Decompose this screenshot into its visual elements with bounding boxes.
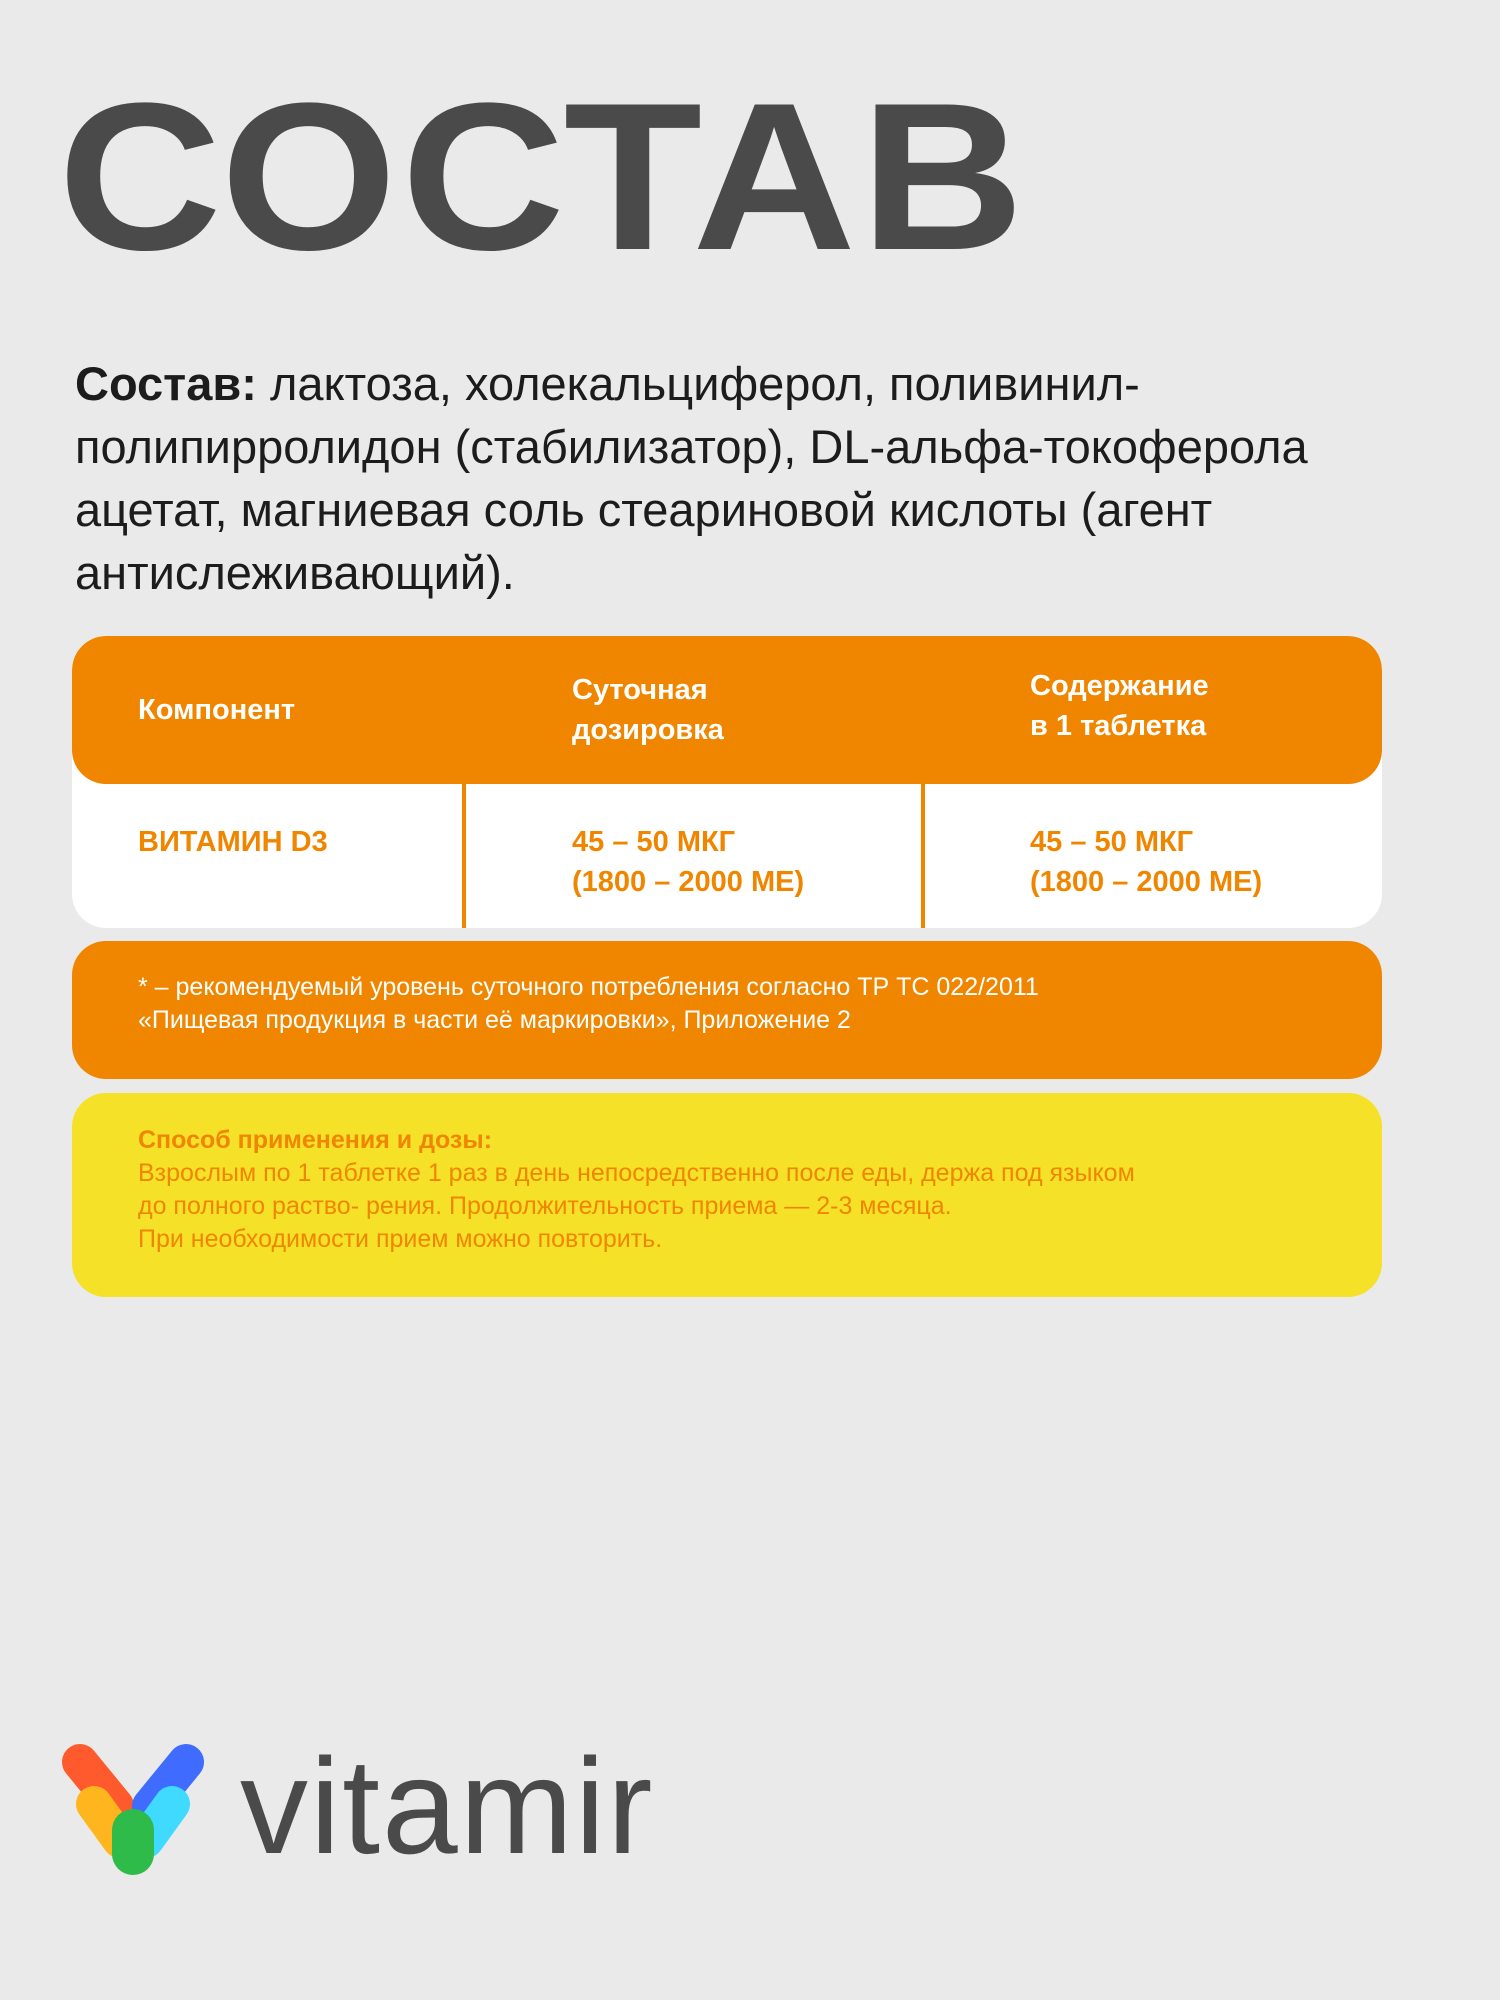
header-content: Содержание в 1 таблетка xyxy=(1030,670,1209,742)
row-daily-dose: 45 – 50 МКГ (1800 – 2000 МЕ) xyxy=(572,826,805,898)
composition-label: Состав: xyxy=(75,357,257,410)
dosage-table xyxy=(72,636,1382,928)
footnote-text: * – рекомендуемый уровень суточного потребления согласно ТР ТС 022/2011 «Пищевая продукция в части её маркировки», Приложение 2 xyxy=(138,973,1039,1034)
composition-line-2: полипирролидон (стабилизатор), DL-альфа-токоферола xyxy=(75,420,1308,473)
composition-text xyxy=(75,352,1475,604)
header-component: Компонент xyxy=(138,694,296,726)
usage-box xyxy=(72,1093,1382,1297)
usage-text: Способ применения и дозы: Взрослым по 1 таблетке 1 раз в день непосредственно после еды, держа под языком до полного раство- рения. Продолжительность приема — 2-3 месяца. При необходимости прием можно повторить. xyxy=(138,1126,1135,1253)
row-content: 45 – 50 МКГ (1800 – 2000 МЕ) xyxy=(1030,826,1263,898)
table-header xyxy=(72,636,1382,784)
brand-name: vitamir xyxy=(240,1730,655,1882)
composition-line-4: антислеживающий). xyxy=(75,546,515,599)
footnote-box xyxy=(72,941,1382,1079)
page-title: СОСТАВ xyxy=(58,59,1029,294)
column-divider xyxy=(462,636,466,928)
column-divider xyxy=(921,636,925,928)
vitamir-logo-icon xyxy=(58,1740,208,1880)
composition-line-1: Состав: лактоза, холекальциферол, поливинил- xyxy=(75,357,1140,410)
composition-line-3: ацетат, магниевая соль стеариновой кислоты (агент xyxy=(75,483,1213,536)
usage-heading: Способ применения и дозы: xyxy=(138,1126,493,1154)
header-daily-dose: Суточная дозировка xyxy=(572,674,724,746)
row-component: ВИТАМИН D3 xyxy=(138,826,328,858)
